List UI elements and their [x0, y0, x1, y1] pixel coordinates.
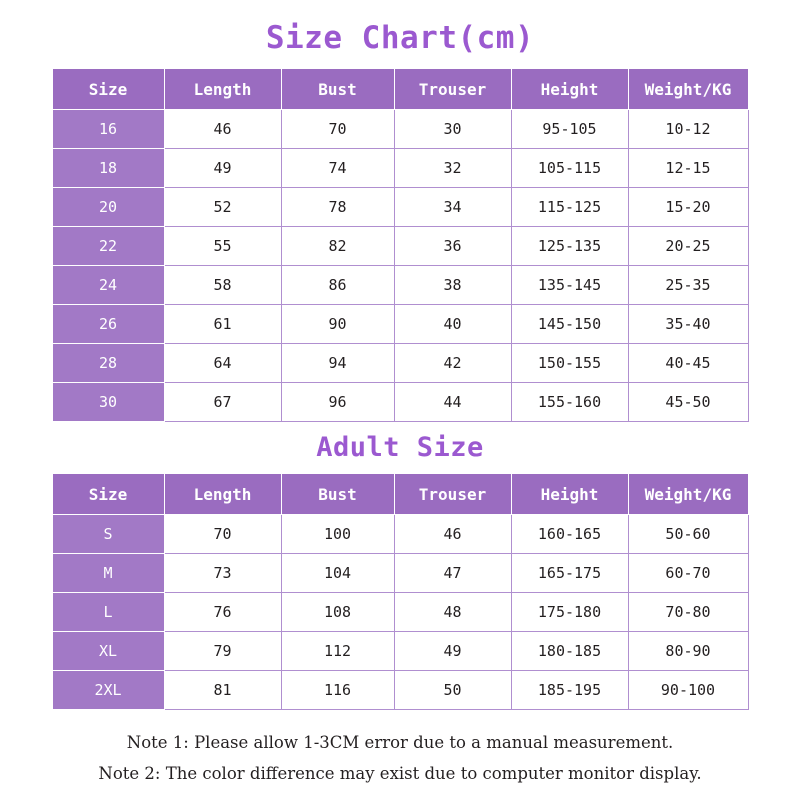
cell-height: 165-175 — [511, 554, 628, 593]
table-row — [52, 149, 748, 188]
cell-weight: 50-60 — [628, 515, 748, 554]
adult-size-title: Adult Size — [316, 432, 484, 463]
cell-size: 30 — [52, 383, 164, 422]
cell-trouser: 40 — [394, 305, 511, 344]
cell-trouser: 30 — [394, 110, 511, 149]
note-2: Note 2: The color difference may exist due to computer monitor display. — [98, 763, 702, 783]
cell-weight: 45-50 — [628, 383, 748, 422]
table-row — [52, 671, 748, 710]
cell-weight: 20-25 — [628, 227, 748, 266]
cell-bust: 112 — [281, 632, 394, 671]
kids-table-header — [52, 69, 748, 110]
cell-trouser: 49 — [394, 632, 511, 671]
cell-weight: 12-15 — [628, 149, 748, 188]
column-header-height: Height — [511, 69, 628, 110]
cell-bust: 90 — [281, 305, 394, 344]
cell-trouser: 34 — [394, 188, 511, 227]
cell-height: 145-150 — [511, 305, 628, 344]
cell-height: 105-115 — [511, 149, 628, 188]
column-header-size: Size — [52, 474, 164, 515]
cell-length: 49 — [164, 149, 281, 188]
cell-height: 135-145 — [511, 266, 628, 305]
column-header-bust: Bust — [281, 474, 394, 515]
table-row — [52, 305, 748, 344]
cell-size: 26 — [52, 305, 164, 344]
cell-height: 175-180 — [511, 593, 628, 632]
cell-length: 79 — [164, 632, 281, 671]
table-row — [52, 632, 748, 671]
adult-table-body — [52, 515, 748, 710]
cell-size: 22 — [52, 227, 164, 266]
table-row — [52, 515, 748, 554]
cell-bust: 94 — [281, 344, 394, 383]
column-header-length: Length — [164, 69, 281, 110]
cell-bust: 86 — [281, 266, 394, 305]
cell-weight: 60-70 — [628, 554, 748, 593]
cell-height: 95-105 — [511, 110, 628, 149]
cell-size: XL — [52, 632, 164, 671]
table-row — [52, 593, 748, 632]
column-header-length: Length — [164, 474, 281, 515]
cell-height: 180-185 — [511, 632, 628, 671]
cell-weight: 10-12 — [628, 110, 748, 149]
cell-bust: 108 — [281, 593, 394, 632]
cell-weight: 90-100 — [628, 671, 748, 710]
cell-height: 115-125 — [511, 188, 628, 227]
table-row — [52, 188, 748, 227]
cell-bust: 96 — [281, 383, 394, 422]
cell-bust: 70 — [281, 110, 394, 149]
cell-size: 18 — [52, 149, 164, 188]
table-row — [52, 110, 748, 149]
table-row — [52, 554, 748, 593]
cell-height: 155-160 — [511, 383, 628, 422]
cell-size: L — [52, 593, 164, 632]
cell-trouser: 44 — [394, 383, 511, 422]
cell-length: 61 — [164, 305, 281, 344]
cell-length: 64 — [164, 344, 281, 383]
cell-trouser: 48 — [394, 593, 511, 632]
cell-bust: 78 — [281, 188, 394, 227]
cell-size: M — [52, 554, 164, 593]
table-row — [52, 383, 748, 422]
cell-height: 150-155 — [511, 344, 628, 383]
note-1: Note 1: Please allow 1-3CM error due to a manual measurement. — [126, 733, 674, 752]
cell-length: 70 — [164, 515, 281, 554]
column-header-weight: Weight/KG — [628, 474, 748, 515]
table-row — [52, 344, 748, 383]
cell-weight: 40-45 — [628, 344, 748, 383]
kids-table-body — [52, 110, 748, 422]
cell-size: 2XL — [52, 671, 164, 710]
column-header-trouser: Trouser — [394, 474, 511, 515]
table-row — [52, 227, 748, 266]
cell-trouser: 47 — [394, 554, 511, 593]
cell-length: 67 — [164, 383, 281, 422]
cell-length: 76 — [164, 593, 281, 632]
cell-length: 81 — [164, 671, 281, 710]
column-header-trouser: Trouser — [394, 69, 511, 110]
cell-bust: 104 — [281, 554, 394, 593]
column-header-weight: Weight/KG — [628, 69, 748, 110]
cell-length: 46 — [164, 110, 281, 149]
cell-trouser: 36 — [394, 227, 511, 266]
cell-trouser: 42 — [394, 344, 511, 383]
cell-height: 160-165 — [511, 515, 628, 554]
cell-weight: 70-80 — [628, 593, 748, 632]
cell-size: 16 — [52, 110, 164, 149]
cell-bust: 100 — [281, 515, 394, 554]
cell-bust: 116 — [281, 671, 394, 710]
cell-trouser: 46 — [394, 515, 511, 554]
adult-size-table — [52, 473, 749, 710]
cell-trouser: 38 — [394, 266, 511, 305]
cell-trouser: 50 — [394, 671, 511, 710]
cell-weight: 80-90 — [628, 632, 748, 671]
cell-size: 24 — [52, 266, 164, 305]
table-row — [52, 266, 748, 305]
cell-size: 28 — [52, 344, 164, 383]
cell-length: 73 — [164, 554, 281, 593]
column-header-bust: Bust — [281, 69, 394, 110]
adult-table-header — [52, 474, 748, 515]
cell-weight: 25-35 — [628, 266, 748, 305]
cell-bust: 82 — [281, 227, 394, 266]
cell-size: 20 — [52, 188, 164, 227]
cell-bust: 74 — [281, 149, 394, 188]
cell-length: 52 — [164, 188, 281, 227]
cell-trouser: 32 — [394, 149, 511, 188]
cell-length: 58 — [164, 266, 281, 305]
cell-size: S — [52, 515, 164, 554]
kids-size-table — [52, 68, 749, 422]
cell-length: 55 — [164, 227, 281, 266]
table-header-row — [52, 69, 748, 110]
cell-height: 185-195 — [511, 671, 628, 710]
table-header-row — [52, 474, 748, 515]
page-title: Size Chart(cm) — [265, 20, 535, 56]
column-header-height: Height — [511, 474, 628, 515]
column-header-size: Size — [52, 69, 164, 110]
cell-height: 125-135 — [511, 227, 628, 266]
notes-section — [0, 728, 800, 789]
cell-weight: 35-40 — [628, 305, 748, 344]
cell-weight: 15-20 — [628, 188, 748, 227]
